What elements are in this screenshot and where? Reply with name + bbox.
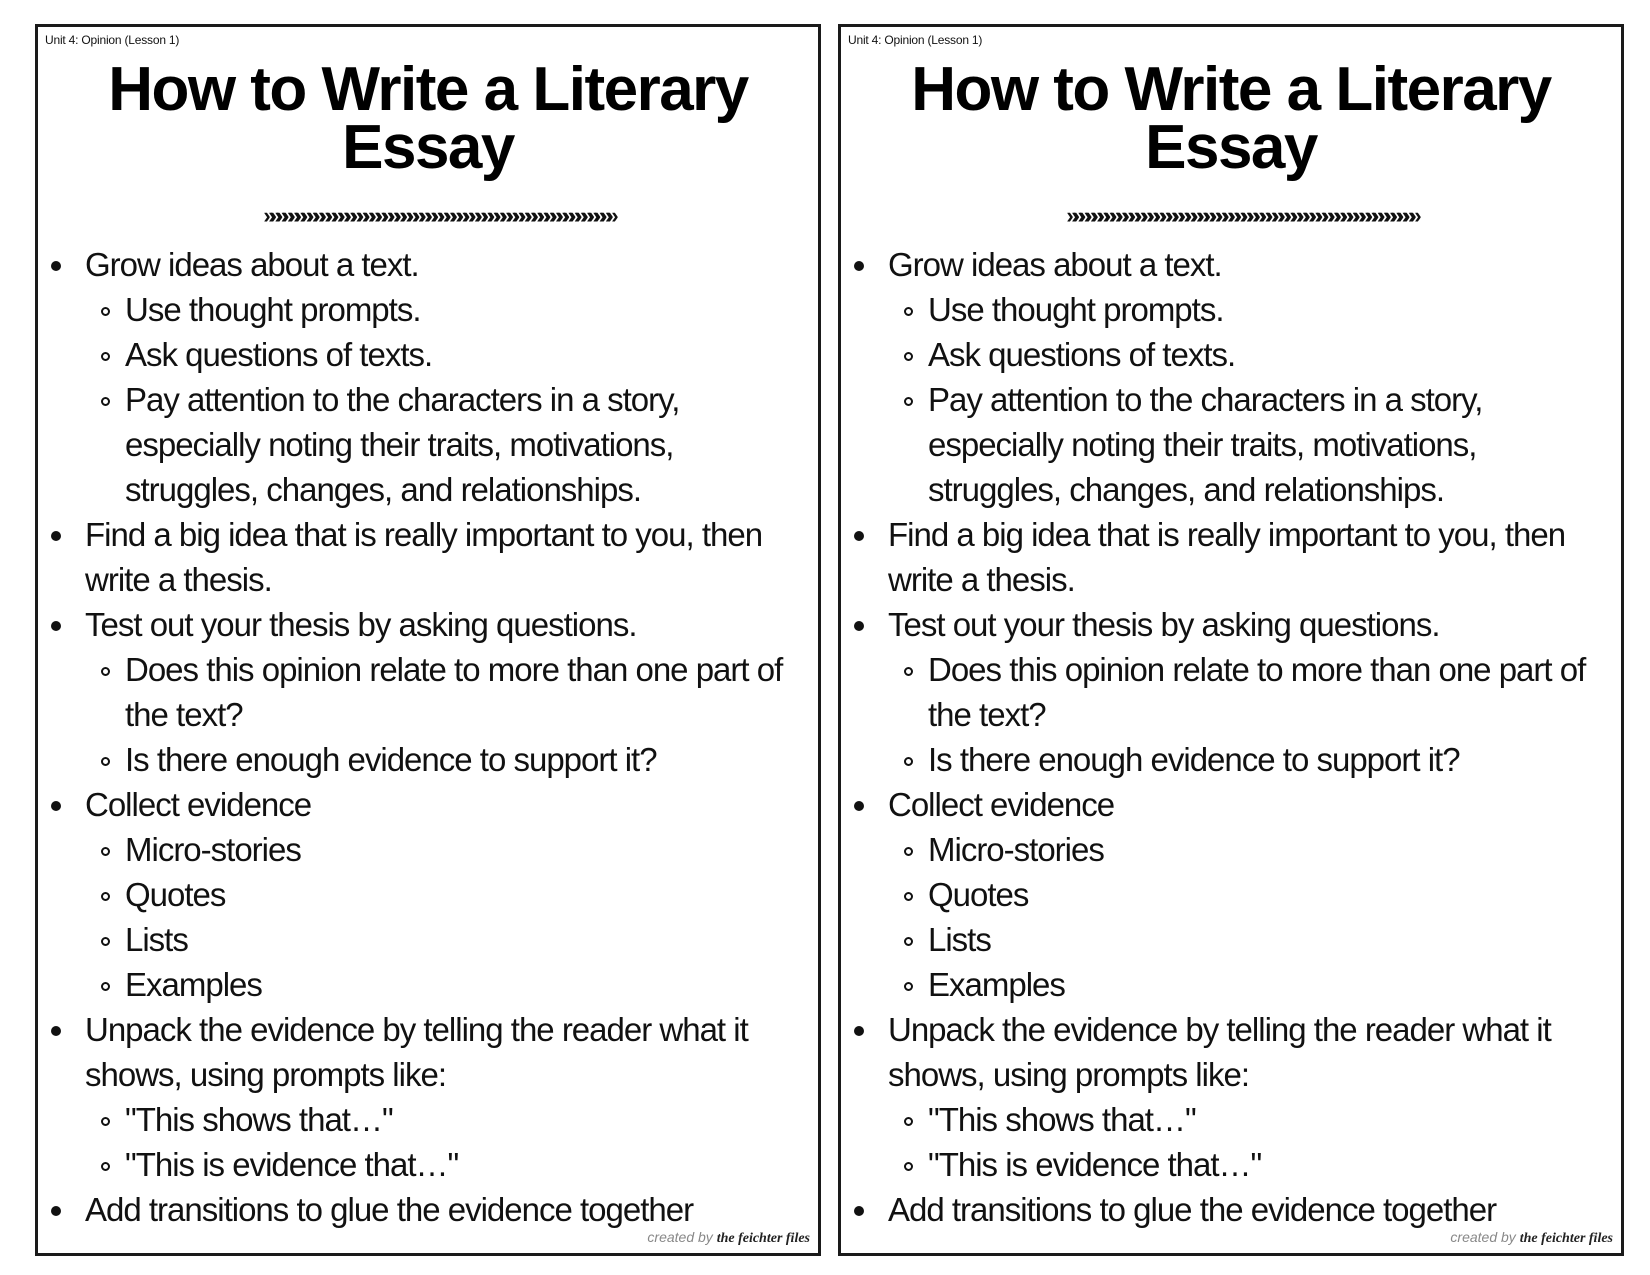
bullet-item <box>48 1007 808 1187</box>
bullet-text: Test out your thesis by asking questions. <box>85 606 637 643</box>
sub-bullet-item: Use thought prompts. <box>888 287 1611 332</box>
sub-list <box>888 647 1611 782</box>
sub-bullet-item: Lists <box>888 917 1611 962</box>
bullet-item <box>48 782 808 1007</box>
sub-bullet-item: Examples <box>85 962 808 1007</box>
credit-prefix: created by <box>647 1229 713 1245</box>
sub-bullet-item: Ask questions of texts. <box>888 332 1611 377</box>
sub-bullet-item: Micro-stories <box>888 827 1611 872</box>
sub-bullet-item: Is there enough evidence to support it? <box>85 737 808 782</box>
bullet-text: Unpack the evidence by telling the reader what it shows, using prompts like: <box>85 1011 748 1093</box>
bullet-text: Collect evidence <box>85 786 312 823</box>
bullet-text: Collect evidence <box>888 786 1115 823</box>
sub-bullet-item: Micro-stories <box>85 827 808 872</box>
chevron-divider: »»»»»»»»»»»»»»»»»»»»»»»»»»»»»»»»»»»»»»»»»»»»»»»»»»»»»»»» <box>1066 207 1416 225</box>
bullet-text: Add transitions to glue the evidence together <box>85 1191 694 1228</box>
sub-bullet-item: Lists <box>85 917 808 962</box>
bullet-text: Unpack the evidence by telling the reader what it shows, using prompts like: <box>888 1011 1551 1093</box>
bullet-text: Find a big idea that is really important to you, then write a thesis. <box>85 516 763 598</box>
handout-card-left <box>35 24 821 1256</box>
steps-list <box>851 242 1611 1232</box>
sub-bullet-item: Examples <box>888 962 1611 1007</box>
sub-bullet-item: Is there enough evidence to support it? <box>888 737 1611 782</box>
sub-bullet-item: Ask questions of texts. <box>85 332 808 377</box>
sub-list <box>85 647 808 782</box>
bullet-text: Test out your thesis by asking questions. <box>888 606 1440 643</box>
title-line-2: Essay <box>1145 113 1317 182</box>
bullet-item <box>48 512 808 602</box>
bullet-item <box>48 1187 808 1232</box>
sub-bullet-item: Pay attention to the characters in a story, especially noting their traits, motivations, struggles, changes, and relationships. <box>888 377 1611 512</box>
sub-bullet-item: Does this opinion relate to more than one part of the text? <box>85 647 808 737</box>
bullet-item <box>851 782 1611 1007</box>
title-line-1: How to Write a Literary <box>108 55 748 124</box>
sub-bullet-item: Use thought prompts. <box>85 287 808 332</box>
credit-signature <box>1450 1229 1613 1247</box>
credit-brand: the feichter files <box>716 1231 810 1246</box>
bullet-item <box>48 602 808 782</box>
credit-signature <box>647 1229 810 1247</box>
sub-list <box>85 287 808 512</box>
sub-bullet-item: "This shows that…" <box>888 1097 1611 1142</box>
credit-brand: the feichter files <box>1519 1231 1613 1246</box>
page-title <box>38 55 818 182</box>
bullet-item <box>851 242 1611 512</box>
sub-bullet-item: Does this opinion relate to more than one part of the text? <box>888 647 1611 737</box>
title-line-2: Essay <box>342 113 514 182</box>
bullet-item <box>851 602 1611 782</box>
page-title <box>841 55 1621 182</box>
bullet-text: Grow ideas about a text. <box>888 246 1222 283</box>
bullet-item <box>851 1187 1611 1232</box>
sub-list <box>888 1097 1611 1187</box>
sub-list <box>85 1097 808 1187</box>
sub-bullet-item: "This is evidence that…" <box>85 1142 808 1187</box>
unit-label: Unit 4: Opinion (Lesson 1) <box>848 33 983 47</box>
bullet-text: Find a big idea that is really important to you, then write a thesis. <box>888 516 1566 598</box>
bullet-item <box>851 512 1611 602</box>
sub-bullet-item: Quotes <box>888 872 1611 917</box>
sub-list <box>888 287 1611 512</box>
steps-list <box>48 242 808 1232</box>
handout-card-right <box>838 24 1624 1256</box>
bullet-text: Add transitions to glue the evidence together <box>888 1191 1497 1228</box>
sub-list <box>888 827 1611 1007</box>
bullet-item <box>48 242 808 512</box>
bullet-text: Grow ideas about a text. <box>85 246 419 283</box>
sub-bullet-item: "This shows that…" <box>85 1097 808 1142</box>
unit-label: Unit 4: Opinion (Lesson 1) <box>45 33 180 47</box>
sub-list <box>85 827 808 1007</box>
bullet-item <box>851 1007 1611 1187</box>
credit-prefix: created by <box>1450 1229 1516 1245</box>
sub-bullet-item: Pay attention to the characters in a story, especially noting their traits, motivations, struggles, changes, and relationships. <box>85 377 808 512</box>
title-line-1: How to Write a Literary <box>911 55 1551 124</box>
sub-bullet-item: "This is evidence that…" <box>888 1142 1611 1187</box>
sub-bullet-item: Quotes <box>85 872 808 917</box>
chevron-divider: »»»»»»»»»»»»»»»»»»»»»»»»»»»»»»»»»»»»»»»»»»»»»»»»»»»»»»»» <box>263 207 613 225</box>
